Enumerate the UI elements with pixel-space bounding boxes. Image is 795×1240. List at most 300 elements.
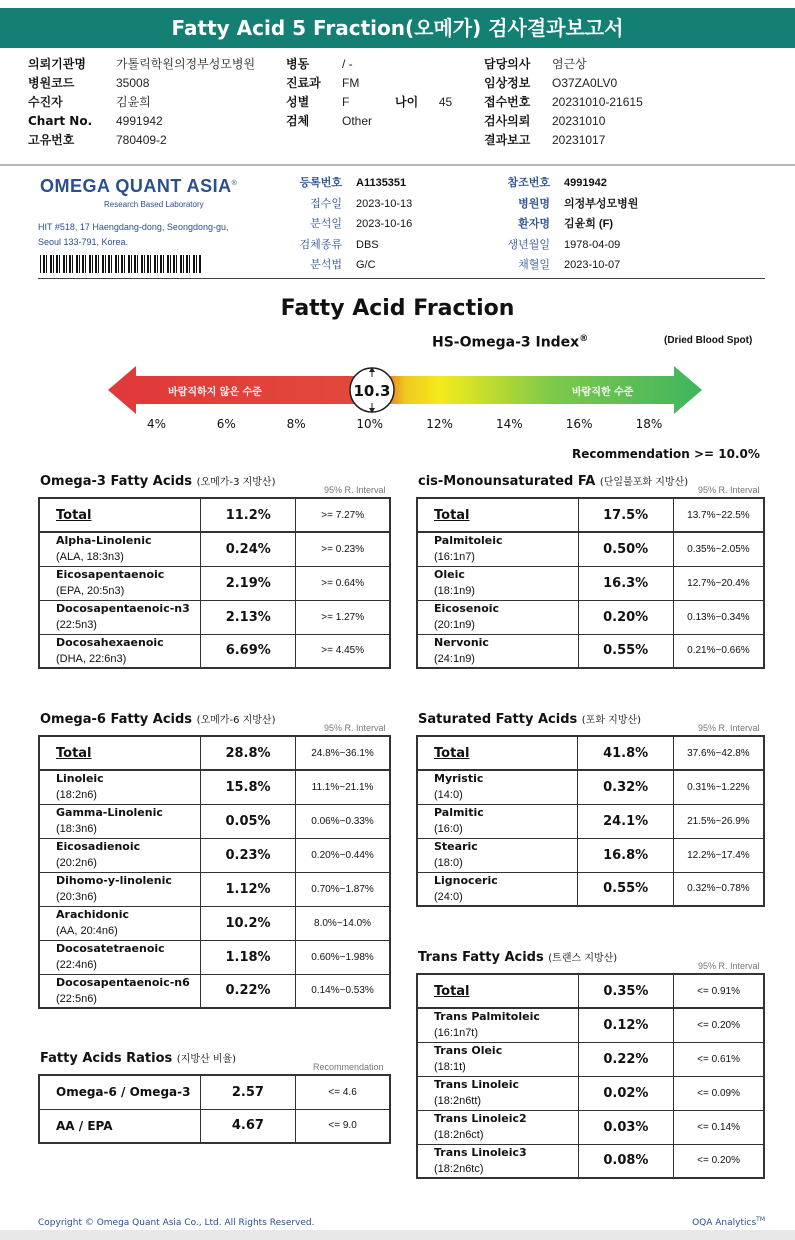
registration-value: 2023-10-16	[356, 218, 413, 230]
range-cell: 21.5%~26.9%	[673, 804, 764, 838]
info-row	[28, 132, 255, 151]
info-label: 담당의사	[484, 57, 531, 71]
table-row	[417, 1008, 764, 1042]
name-cell	[417, 838, 578, 872]
range-cell: >= 0.64%	[296, 566, 390, 600]
address-line2: Seoul 133-791, Korea.	[38, 237, 129, 247]
value-cell: 11.2%	[201, 498, 296, 532]
saturated-subtitle: (포화 지방산)	[581, 715, 642, 726]
acid-name: AA / EPA	[56, 1118, 113, 1133]
info-row	[28, 56, 255, 75]
range-cell: 12.2%~17.4%	[673, 838, 764, 872]
lab-address	[38, 220, 268, 250]
value-cell: 24.1%	[578, 804, 673, 838]
table-row	[417, 736, 764, 770]
copyright: Copyright © Omega Quant Asia Co., Ltd. All Rights Reserved.	[38, 1218, 315, 1228]
name-cell	[417, 634, 578, 668]
value-cell: 4.67	[200, 1109, 295, 1143]
total-label: Total	[434, 507, 470, 523]
value-cell: 0.55%	[578, 872, 673, 906]
registration-row	[286, 258, 412, 279]
barcode	[40, 255, 202, 273]
info-label: Chart No.	[28, 114, 93, 128]
acid-formula: (DHA, 22:6n3)	[56, 652, 127, 665]
lab-logo	[40, 176, 237, 197]
info-label: 진료과	[286, 76, 321, 90]
info-value: Other	[342, 114, 373, 128]
acid-formula: (22:5n3)	[56, 619, 97, 631]
table-row	[39, 974, 390, 1008]
value-cell: 0.55%	[578, 634, 673, 668]
acid-formula: (18:2n6ct)	[434, 1129, 484, 1141]
total-label: Total	[434, 983, 470, 999]
acid-name: Linoleic	[56, 772, 104, 786]
table-row	[39, 906, 390, 940]
name-cell	[39, 1075, 200, 1109]
acid-formula: (ALA, 18:3n3)	[56, 551, 124, 564]
name-cell	[417, 566, 578, 600]
registration-label: 생년월일	[507, 237, 550, 251]
value-cell: 0.32%	[578, 770, 673, 804]
name-cell	[39, 838, 201, 872]
info-row	[286, 75, 372, 94]
table-row	[417, 1042, 764, 1076]
info-row	[28, 94, 255, 113]
registration-value: G/C	[356, 259, 376, 271]
name-cell	[39, 940, 201, 974]
acid-formula: (EPA, 20:5n3)	[56, 585, 125, 597]
ratios-subtitle: (지방산 비율)	[176, 1054, 237, 1065]
omega3-table	[38, 497, 391, 669]
registration-right	[500, 176, 638, 279]
value-cell: 1.12%	[201, 872, 296, 906]
range-cell: 24.8%~36.1%	[296, 736, 390, 770]
acid-name: Trans Linoleic	[434, 1078, 520, 1091]
mono-title-text: cis-Monounsaturated FA	[418, 474, 596, 489]
recommendation-value: >= 10.0%	[694, 447, 760, 461]
age-value: 45	[438, 95, 453, 109]
table-row	[417, 498, 764, 532]
info-row	[484, 94, 643, 113]
saturated-table	[416, 735, 765, 907]
name-cell	[39, 566, 201, 600]
name-cell	[39, 906, 201, 940]
registration-label: 병원명	[518, 196, 550, 210]
value-cell: 15.8%	[201, 770, 296, 804]
table-row	[417, 1144, 764, 1178]
registration-row	[286, 197, 412, 218]
info-value: 염근상	[552, 57, 587, 71]
omega3-ri-label: 95% R. Interval	[324, 485, 386, 495]
acid-name: Docosahexaenoic	[56, 635, 164, 649]
index-title-text: HS-Omega-3 Index	[432, 334, 580, 351]
info-label: 고유번호	[28, 133, 75, 147]
range-cell: 37.6%~42.8%	[673, 736, 764, 770]
registration-value: 의정부성모병원	[564, 197, 639, 210]
acid-name: Eicosadienoic	[56, 840, 141, 853]
brand-mark: TM	[756, 1216, 765, 1223]
age-label: 나이	[395, 95, 419, 109]
registration-row	[500, 197, 638, 218]
total-label: Total	[56, 745, 92, 761]
value-cell: 16.8%	[578, 838, 673, 872]
table-row	[417, 532, 764, 566]
value-cell: 0.22%	[201, 974, 296, 1008]
gauge-tick-label: 16%	[565, 417, 593, 431]
omega3-title-text: Omega-3 Fatty Acids	[40, 474, 193, 489]
value-cell: 0.23%	[201, 838, 296, 872]
acid-name: Arachidonic	[56, 908, 130, 921]
range-cell: <= 0.09%	[674, 1076, 764, 1110]
table-row	[39, 600, 390, 634]
value-cell: 28.8%	[201, 736, 296, 770]
info-value: 20231010	[552, 114, 606, 128]
acid-name: Eicosapentaenoic	[56, 568, 165, 581]
info-value: O37ZA0LV0	[552, 76, 618, 90]
range-cell: <= 0.61%	[674, 1042, 764, 1076]
table-row	[417, 974, 764, 1008]
acid-name: Oleic	[434, 568, 465, 581]
info-row	[286, 113, 372, 132]
name-cell	[417, 1144, 578, 1178]
index-title	[432, 334, 588, 351]
acid-name: Myristic	[434, 772, 484, 786]
omega6-subtitle: (오메가-6 지방산)	[196, 715, 276, 726]
acid-name: Docosapentaenoic-n6	[56, 975, 190, 989]
acid-formula: (22:5n6)	[56, 992, 97, 1005]
mono-ri-label: 95% R. Interval	[698, 485, 760, 495]
name-cell	[39, 498, 201, 532]
range-cell: 11.1%~21.1%	[296, 770, 390, 804]
acid-formula: (20:2n6)	[56, 857, 97, 869]
table-row	[39, 770, 390, 804]
mono-title	[418, 473, 688, 489]
patient-info-col1	[28, 56, 255, 151]
registration-value: A1135351	[356, 177, 407, 189]
value-cell: 0.08%	[578, 1144, 673, 1178]
range-cell: 0.20%~0.44%	[296, 838, 390, 872]
range-cell: <= 0.20%	[674, 1144, 764, 1178]
info-value: 35008	[116, 76, 150, 90]
name-cell	[417, 974, 578, 1008]
range-cell: <= 9.0	[296, 1109, 390, 1143]
divider	[0, 164, 795, 166]
info-row	[484, 113, 643, 132]
patient-info-col3	[484, 56, 643, 151]
range-cell: 0.31%~1.22%	[673, 770, 764, 804]
total-label: Total	[434, 745, 470, 761]
acid-formula: (18:3n6)	[56, 823, 97, 835]
table-row	[417, 1076, 764, 1110]
registration-value: 2023-10-13	[356, 197, 413, 210]
info-row	[484, 132, 643, 151]
good-level-label: 바람직한 수준	[572, 387, 634, 398]
range-cell: 12.7%~20.4%	[673, 566, 764, 600]
value-cell: 41.8%	[578, 736, 673, 770]
acid-formula: (14:0)	[434, 789, 463, 802]
table-row	[39, 838, 390, 872]
acid-formula: (20:1n9)	[434, 619, 475, 631]
bad-level-label: 바람직하지 않은 수준	[168, 387, 262, 398]
name-cell	[417, 498, 578, 532]
registration-row	[500, 238, 638, 259]
name-cell	[39, 1109, 200, 1143]
info-row	[484, 56, 643, 75]
acid-name: Alpha-Linolenic	[56, 534, 152, 548]
table-row	[39, 498, 390, 532]
acid-formula: (18:2n6)	[56, 789, 97, 802]
acid-formula: (20:3n6)	[56, 891, 97, 903]
info-label: 수진자	[28, 95, 63, 109]
registration-label: 검체종류	[299, 237, 342, 251]
recommendation-label: Recommendation	[572, 447, 690, 461]
registration-row	[286, 217, 412, 238]
range-cell: >= 4.45%	[296, 634, 390, 668]
acid-formula: (18:2n6tc)	[434, 1162, 484, 1175]
range-cell: 13.7%~22.5%	[673, 498, 764, 532]
range-cell: <= 4.6	[296, 1075, 390, 1109]
registration-label: 채혈일	[518, 258, 550, 271]
name-cell	[417, 1076, 578, 1110]
name-cell	[417, 1008, 578, 1042]
range-cell: 0.35%~2.05%	[673, 532, 764, 566]
value-cell: 0.50%	[578, 532, 673, 566]
range-cell: 8.0%~14.0%	[296, 906, 390, 940]
name-cell	[417, 770, 578, 804]
table-row	[417, 634, 764, 668]
acid-formula: (18:1t)	[434, 1061, 466, 1073]
name-cell	[417, 736, 578, 770]
info-value: FM	[342, 76, 360, 90]
omega3-subtitle: (오메가-3 지방산)	[196, 477, 276, 488]
info-value: 김윤희	[116, 95, 151, 109]
registration-row	[286, 238, 412, 259]
info-row	[28, 75, 255, 94]
registration-label: 분석일	[310, 217, 342, 230]
info-row	[286, 56, 372, 75]
info-label: 의뢰기관명	[28, 57, 86, 71]
info-label: 임상정보	[484, 76, 531, 90]
table-row	[417, 804, 764, 838]
acid-name: Trans Linoleic3	[434, 1145, 527, 1159]
info-value: F	[342, 95, 350, 109]
value-cell: 2.19%	[201, 566, 296, 600]
table-row	[417, 566, 764, 600]
info-row	[484, 75, 643, 94]
range-cell: 0.21%~0.66%	[673, 634, 764, 668]
registration-value: DBS	[356, 238, 379, 251]
gauge-tick-label: 10%	[356, 417, 384, 431]
info-value: 4991942	[116, 114, 163, 128]
info-label: 검체	[286, 114, 310, 128]
acid-name: Docosapentaenoic-n3	[56, 602, 190, 615]
acid-name: Omega-6 / Omega-3	[56, 1085, 191, 1100]
range-cell: <= 0.20%	[674, 1008, 764, 1042]
gauge-tick-label: 14%	[496, 417, 523, 431]
brand	[692, 1216, 765, 1228]
info-row	[286, 94, 372, 113]
table-row	[417, 872, 764, 906]
table-row	[39, 566, 390, 600]
range-cell: <= 0.91%	[674, 974, 764, 1008]
range-cell: >= 0.23%	[296, 532, 390, 566]
table-row	[39, 1075, 390, 1109]
range-cell: 0.14%~0.53%	[296, 974, 390, 1008]
table-row	[39, 804, 390, 838]
mono-table	[416, 497, 765, 669]
name-cell	[417, 804, 578, 838]
index-title-mark: ®	[579, 334, 589, 344]
acid-formula: (16:1n7t)	[434, 1027, 479, 1040]
value-cell: 10.2%	[201, 906, 296, 940]
acid-name: Trans Oleic	[434, 1044, 503, 1057]
name-cell	[39, 974, 201, 1008]
acid-formula: (16:0)	[434, 823, 463, 835]
gauge-tick-label: 4%	[147, 417, 167, 431]
value-cell: 6.69%	[201, 634, 296, 668]
registration-value: 1978-04-09	[564, 238, 621, 251]
value-cell: 17.5%	[578, 498, 673, 532]
name-cell	[39, 634, 201, 668]
registration-row	[286, 176, 412, 197]
name-cell	[39, 600, 201, 634]
trans-ri-label: 95% R. Interval	[698, 961, 760, 971]
table-row	[417, 1110, 764, 1144]
divider-dark	[38, 278, 765, 279]
brand-text: OQA Analytics	[692, 1218, 757, 1228]
info-label: 병동	[286, 57, 310, 71]
acid-name: Gamma-Linolenic	[56, 806, 163, 819]
gauge-tick-label: 12%	[426, 417, 453, 431]
ratios-rec-label: Recommendation	[313, 1062, 384, 1072]
info-label: 결과보고	[484, 133, 531, 147]
index-note: (Dried Blood Spot)	[664, 335, 753, 346]
address-line1: HIT #518, 17 Haengdang-dong, Seongdong-gu,	[38, 222, 229, 232]
acid-name: Dihomo-y-linolenic	[56, 874, 172, 887]
trans-title	[418, 949, 617, 965]
value-cell: 0.24%	[201, 532, 296, 566]
table-row	[39, 940, 390, 974]
name-cell	[39, 872, 201, 906]
table-row	[39, 532, 390, 566]
value-cell: 0.03%	[578, 1110, 673, 1144]
info-value: 20231010-21615	[552, 95, 643, 109]
name-cell	[417, 1042, 578, 1076]
value-cell: 0.05%	[201, 804, 296, 838]
value-cell: 0.12%	[578, 1008, 673, 1042]
gauge-tick-label: 18%	[635, 417, 663, 431]
patient-info-col2	[286, 56, 372, 132]
ratios-table	[38, 1074, 391, 1144]
value-cell: 0.20%	[578, 600, 673, 634]
acid-name: Lignoceric	[434, 873, 498, 887]
value-cell: 2.57	[200, 1075, 295, 1109]
acid-name: Trans Linoleic2	[434, 1112, 527, 1125]
registration-left	[286, 176, 412, 279]
name-cell	[417, 1110, 578, 1144]
acid-name: Eicosenoic	[434, 602, 500, 615]
table-row	[417, 838, 764, 872]
lab-logo-text: OMEGA QUANT ASIA	[40, 176, 232, 196]
info-value: 가톨릭학원의정부성모병원	[116, 57, 256, 71]
range-cell: <= 0.14%	[674, 1110, 764, 1144]
info-value: 20231017	[552, 133, 606, 147]
registration-row	[500, 217, 638, 238]
table-row	[39, 1109, 390, 1143]
name-cell	[39, 770, 201, 804]
info-label: 접수번호	[484, 95, 531, 109]
table-row	[417, 600, 764, 634]
saturated-title-text: Saturated Fatty Acids	[418, 712, 578, 727]
total-label: Total	[56, 507, 92, 523]
registration-label: 분석법	[310, 258, 342, 271]
value-cell: 2.13%	[201, 600, 296, 634]
trans-subtitle: (트랜스 지방산)	[548, 953, 618, 964]
registration-label: 환자명	[518, 217, 550, 230]
registration-row	[500, 258, 638, 279]
main-title: Fatty Acid Fraction	[280, 296, 515, 321]
value-cell: 0.22%	[578, 1042, 673, 1076]
acid-name: Palmitic	[434, 806, 484, 819]
range-cell: 0.06%~0.33%	[296, 804, 390, 838]
table-row	[39, 736, 390, 770]
name-cell	[417, 532, 578, 566]
value-cell: 1.18%	[201, 940, 296, 974]
mono-subtitle: (단일불포화 지방산)	[599, 477, 689, 488]
omega6-ri-label: 95% R. Interval	[324, 723, 386, 733]
acid-formula: (18:2n6tt)	[434, 1095, 482, 1107]
value-cell: 0.02%	[578, 1076, 673, 1110]
registration-value: 2023-10-07	[564, 259, 621, 271]
saturated-title	[418, 711, 641, 727]
acid-name: Trans Palmitoleic	[434, 1010, 540, 1024]
registration-value: 4991942	[564, 177, 607, 189]
info-value: 780409-2	[116, 133, 167, 147]
acid-formula: (16:1n7)	[434, 551, 475, 564]
range-cell: 0.70%~1.87%	[296, 872, 390, 906]
info-label: 성별	[286, 95, 310, 109]
value-cell: 0.35%	[578, 974, 673, 1008]
range-cell: >= 1.27%	[296, 600, 390, 634]
table-row	[39, 634, 390, 668]
name-cell	[417, 872, 578, 906]
table-row	[39, 872, 390, 906]
table-row	[417, 770, 764, 804]
omega6-table	[38, 735, 391, 1009]
range-cell: >= 7.27%	[296, 498, 390, 532]
acid-formula: (24:1n9)	[434, 652, 475, 665]
omega6-title	[40, 711, 276, 727]
registration-label: 등록번호	[299, 176, 342, 189]
omega6-title-text: Omega-6 Fatty Acids	[40, 712, 193, 727]
logo-mark: ®	[231, 180, 238, 187]
lab-subtitle: Research Based Laboratory	[104, 200, 204, 209]
registration-label: 참조번호	[507, 176, 550, 189]
name-cell	[39, 804, 201, 838]
name-cell	[417, 600, 578, 634]
acid-name: Docosatetraenoic	[56, 942, 165, 955]
name-cell	[39, 532, 201, 566]
acid-name: Nervonic	[434, 635, 489, 649]
registration-value: 김윤희 (F)	[564, 218, 613, 230]
omega3-title	[40, 473, 276, 489]
registration-label: 접수일	[310, 196, 342, 210]
age-field	[395, 94, 452, 110]
info-label: 검사의뢰	[484, 114, 531, 128]
range-cell: 0.32%~0.78%	[673, 872, 764, 906]
acid-name: Stearic	[434, 840, 478, 853]
ratios-title	[40, 1050, 236, 1066]
